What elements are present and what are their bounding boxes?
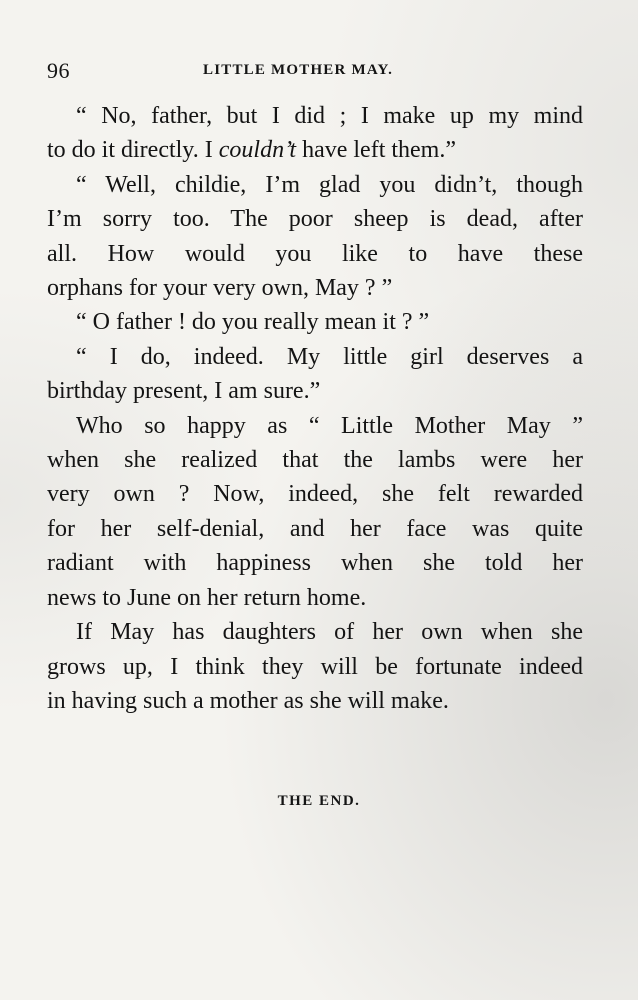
text-line: orphans for your very own, May ? ” [47, 275, 393, 302]
text-line: I’m sorry too. The poor sheep is dead, after [47, 206, 583, 233]
italic-word: couldn’t [218, 137, 297, 164]
text-line: very own ? Now, indeed, she felt rewarded [47, 481, 583, 508]
text-line: “ I do, indeed. My little girl deserves a [76, 343, 583, 370]
text-line: “ No, father, but I did ; I make up my mind [76, 103, 583, 129]
text-line: in having such a mother as she will make. [47, 687, 449, 714]
text-line: news to June on her return home. [47, 584, 367, 611]
text-line: “ O father ! do you really mean it ? ” [76, 309, 430, 336]
text-line: If May has daughters of her own when she [76, 619, 583, 646]
text-line: birthday present, I am sure.” [47, 378, 321, 405]
text-line: when she realized that the lambs were her [47, 447, 583, 474]
page-header [47, 58, 583, 84]
text-line: grows up, I think they will be fortunate indeed [47, 653, 583, 680]
running-title: LITTLE MOTHER MAY. [203, 62, 394, 78]
text-line: “ Well, childie, I’m glad you didn’t, though [76, 171, 583, 198]
text-line: Who so happy as “ Little Mother May ” [76, 412, 583, 439]
page-number: 96 [47, 58, 70, 83]
text-line: radiant with happiness when she told her [47, 550, 583, 577]
text-line: for her self-denial, and her face was quite [47, 515, 583, 542]
body-text [47, 99, 583, 718]
text-line: all. How would you like to have these [47, 240, 583, 267]
the-end-label: THE END. [277, 793, 361, 809]
text-line: to do it directly. I couldn’t have left them.” [47, 137, 457, 164]
